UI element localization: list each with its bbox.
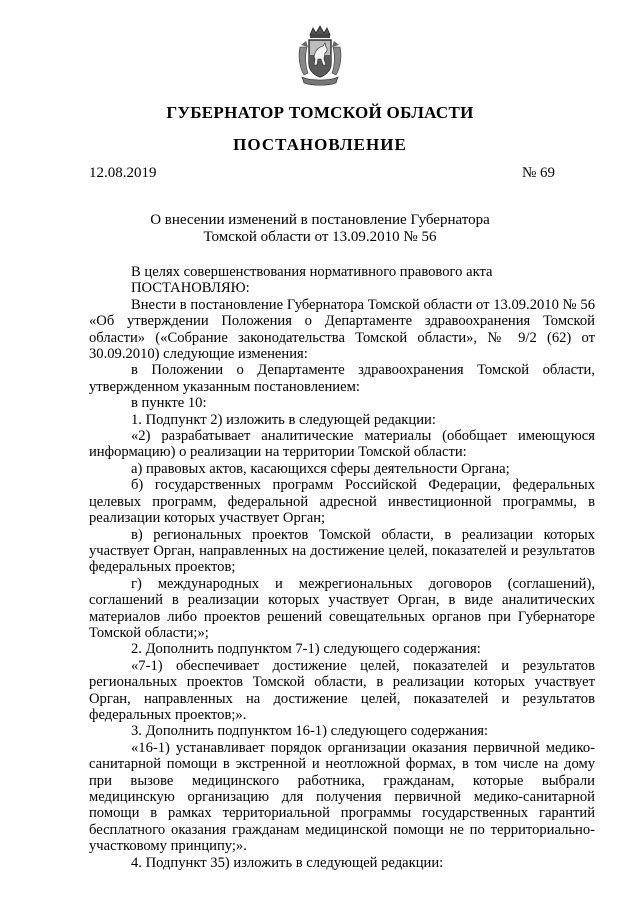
document-date: 12.08.2019 [89, 165, 157, 181]
document-title [0, 212, 640, 246]
paragraph: Внести в постановление Губернатора Томской области от 13.09.2010 № 56 «Об утверждении Положения о Департаменте здравоохранения Томской области» («Собрание законодательства Томской области», № 9/2 (62) от 30.09.2010) следующие изменения: [89, 296, 595, 363]
paragraph: «2) разрабатывает аналитические материалы (обобщает имеющуюся информацию) о реализации на территории Томской области: [89, 428, 595, 461]
issuing-authority: ГУБЕРНАТОР ТОМСКОЙ ОБЛАСТИ [166, 103, 474, 122]
coat-of-arms-icon [296, 25, 344, 87]
document-body [89, 264, 595, 871]
paragraph: а) правовых актов, касающихся сферы деятельности Органа; [131, 460, 510, 477]
document-number: № 69 [521, 165, 555, 181]
paragraph: «16-1) устанавливает порядок организации оказания первичной медико-санитарной помощи в экстренной и неотложной формах, в том числе на дому при вызове медицинского работника, гражданам, которые выбрали медицинскую организацию для получения первичной медико-санитарной помощи в рамках территориальной программы государственных гарантий бесплатного оказания гражданам медицинской помощи не по территориально-участковому принципу;». [89, 739, 595, 855]
paragraph: в Положении о Департаменте здравоохранения Томской области, утвержденном указанным постановлением: [89, 362, 595, 395]
paragraph: 2. Дополнить подпунктом 7-1) следующего содержания: [131, 641, 481, 658]
paragraph: в) региональных проектов Томской области, в реализации которых участвует Орган, направленных на достижение целей, показателей и результатов федеральных проектов; [89, 526, 595, 576]
paragraph: в пункте 10: [131, 395, 207, 412]
title-line: О внесении изменений в постановление Губернатора [150, 212, 490, 228]
paragraph: б) государственных программ Российской Федерации, федеральных целевых программ, федеральной адресной инвестиционной программы, в реализации которых участвует Орган; [89, 477, 595, 527]
paragraph: 3. Дополнить подпунктом 16-1) следующего содержания: [131, 723, 489, 740]
paragraph: В целях совершенствования нормативного правового акта [131, 264, 493, 280]
paragraph: 4. Подпункт 35) изложить в следующей редакции: [131, 854, 444, 871]
paragraph: г) международных и межрегиональных договоров (соглашений), соглашений в реализации которых участвует Орган, в виде аналитических материалов либо проектов решений совещательных органов при Губернаторе Томской области;»; [89, 575, 595, 641]
paragraph: 1. Подпункт 2) изложить в следующей редакции: [131, 411, 436, 428]
title-line: Томской области от 13.09.2010 № 56 [203, 229, 437, 245]
document-type: ПОСТАНОВЛЕНИЕ [233, 135, 407, 154]
paragraph: «7-1) обеспечивает достижение целей, показателей и результатов региональных проектов Томской области, в реализации которых участвует Орган, направленных на достижение целей, показателей и результатов федеральных проектов;». [89, 657, 595, 723]
paragraph: ПОСТАНОВЛЯЮ: [131, 280, 250, 297]
